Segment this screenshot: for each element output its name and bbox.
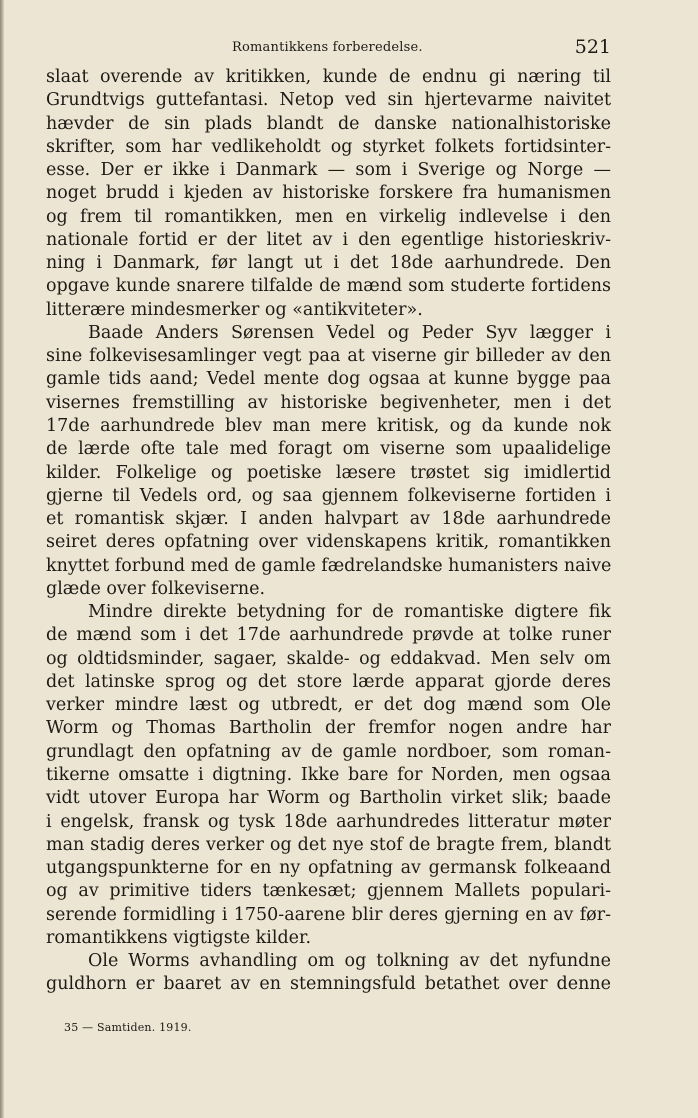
text-line: litterære mindesmerker og «antikviteter». — [46, 299, 423, 320]
text-line: det latinske sprog og det store lærde apparat gjorde deres — [46, 671, 611, 692]
text-line: Grundtvigs guttefantasi. Netop ved sin hjertevarme naivitet — [46, 90, 611, 111]
text-line: vidt utover Europa har Worm og Bartholin virket slik; baade — [46, 788, 611, 809]
text-line: slaat overende av kritikken, kunde de endnu gi næring til — [46, 67, 611, 87]
text-line: 17de aarhundrede blev man mere kritisk, og da kunde nok — [46, 415, 611, 436]
body-text — [46, 66, 611, 997]
text-line: nationale fortid er der litet av i den egentlige historieskriv- — [46, 229, 611, 250]
text-line: skrifter, som har vedlikeholdt og styrket folkets fortidsinter- — [46, 136, 611, 157]
text-line: man stadig deres verker og det nye stof de bragte frem, blandt — [46, 834, 611, 855]
text-line: kilder. Folkelige og poetiske læsere trøstet sig imidlertid — [46, 462, 611, 483]
text-line: hævder de sin plads blandt de danske nationalhistoriske — [46, 113, 611, 134]
page-edge — [0, 0, 4, 1118]
running-title: Romantikkens forberedelse. — [232, 40, 423, 55]
signature-mark: 35 — Samtiden. 1919. — [64, 1021, 192, 1034]
text-line: ning i Danmark, før langt ut i det 18de aarhundrede. Den — [46, 253, 611, 274]
text-line: Ole Worms avhandling om og tolkning av det nyfundne — [88, 951, 611, 972]
text-line: gjerne til Vedels ord, og saa gjennem folkeviserne fortiden i — [46, 485, 611, 506]
text-line: verker mindre læst og utbredt, er det dog mænd som Ole — [46, 695, 611, 716]
text-line: visernes fremstilling av historiske begivenheter, men i det — [46, 392, 611, 413]
text-line: glæde over folkeviserne. — [46, 578, 266, 599]
text-line: Worm og Thomas Bartholin der fremfor nogen andre har — [46, 718, 611, 739]
text-line: serende formidling i 1750-aarene blir deres gjerning en av før- — [46, 904, 611, 925]
text-line: tikerne omsatte i digtning. Ikke bare for Norden, men ogsaa — [46, 764, 611, 785]
text-line: utgangspunkterne for en ny opfatning av germansk folkeaand — [46, 858, 611, 879]
text-line: romantikkens vigtigste kilder. — [46, 927, 312, 948]
text-line: gamle tids aand; Vedel mente dog ogsaa at kunne bygge paa — [46, 369, 611, 390]
page-number: 521 — [574, 36, 611, 58]
text-line: guldhorn er baaret av en stemningsfuld betathet over denne — [46, 974, 611, 995]
text-line: og frem til romantikken, men en virkelig indlevelse i den — [46, 206, 611, 227]
text-line: sine folkevisesamlinger vegt paa at viserne gir billeder av den — [46, 346, 611, 367]
text-line: et romantisk skjær. I anden halvpart av 18de aarhundrede — [46, 509, 611, 530]
text-line: esse. Der er ikke i Danmark — som i Sverige og Norge — — [46, 160, 611, 181]
text-line: de lærde ofte tale med foragt om viserne som upaalidelige — [46, 439, 611, 460]
text-line: og oldtidsminder, sagaer, skalde- og eddakvad. Men selv om — [46, 648, 611, 669]
text-line: og av primitive tiders tænkesæt; gjennem Mallets populari- — [46, 881, 611, 902]
text-line: de mænd som i det 17de aarhundrede prøvde at tolke runer — [46, 625, 611, 646]
text-line: knyttet forbund med de gamle fædrelandske humanisters naive — [46, 555, 612, 576]
page-header — [46, 36, 611, 62]
text-line: grundlagt den opfatning av de gamle nordboer, som roman- — [46, 741, 611, 762]
text-line: Mindre direkte betydning for de romantiske digtere fik — [88, 602, 611, 623]
text-line: Baade Anders Sørensen Vedel og Peder Syv lægger i — [88, 322, 611, 343]
text-line: i engelsk, fransk og tysk 18de aarhundredes litteratur møter — [46, 811, 611, 832]
text-line: noget brudd i kjeden av historiske forskere fra humanismen — [46, 183, 611, 204]
text-line: seiret deres opfatning over videnskapens kritik, romantikken — [46, 532, 611, 553]
text-line: opgave kunde snarere tilfalde de mænd som studerte fortidens — [46, 276, 611, 297]
